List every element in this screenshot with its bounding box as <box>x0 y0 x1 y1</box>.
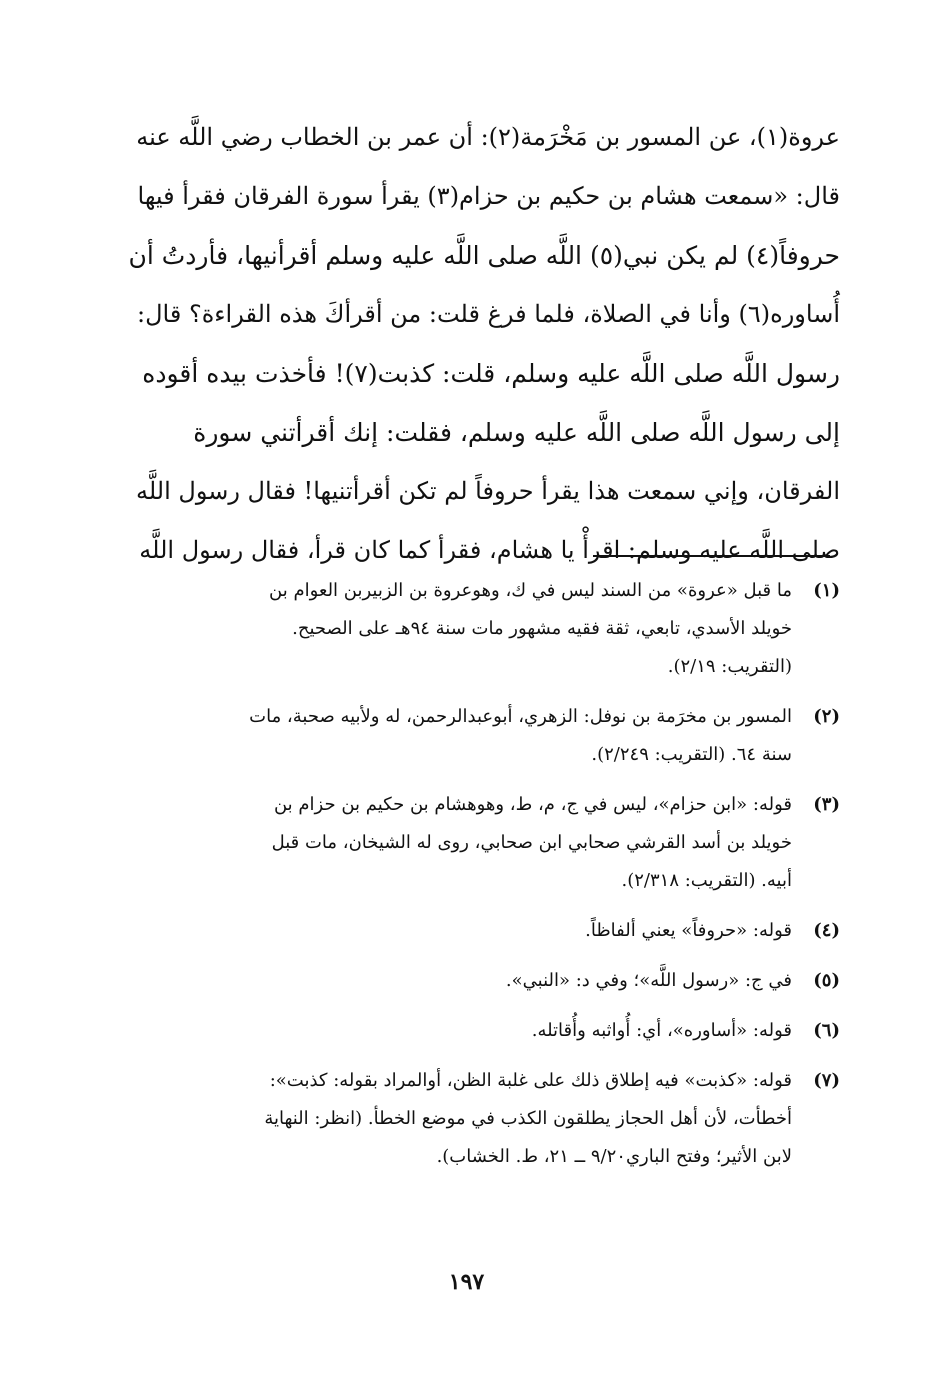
footnote-line: المسور بن مخرَمة بن نوفل: الزهري، أبوعبدالرحمن، له ولأبيه صحبة، مات <box>249 706 792 727</box>
footnote-line: خويلد بن أسد القرشي صحابي ابن صحابي، روى له الشيخان، مات قبل <box>271 832 792 853</box>
footnotes <box>128 572 840 1188</box>
footnote-2 <box>128 698 840 774</box>
main-text-line: قال: «سمعت هشام بن حكيم بن حزام(٣) يقرأ سورة الفرقان فقرأ فيها <box>137 182 840 210</box>
main-text-line: إلى رسول اللَّه صلى اللَّه عليه وسلم، فقلت: إنك أقرأتني سورة <box>193 418 840 447</box>
footnote-body <box>128 912 792 950</box>
footnote-line: ما قبل «عروة» من السند ليس في ك، وهوعروة بن الزبيربن العوام بن <box>269 580 792 601</box>
footnote-line: (التقريب: ٢/١٩). <box>667 656 792 677</box>
footnote-line: خويلد الأسدي، تابعي، ثقة فقيه مشهور مات سنة ٩٤هـ على الصحيح. <box>292 618 792 639</box>
footnote-line: قوله: «كذبت» فيه إطلاق ذلك على غلبة الظن، أوالمراد بقوله: كذبت»: <box>269 1070 792 1091</box>
footnote-7 <box>128 1062 840 1176</box>
footnote-number: (١) <box>813 580 840 601</box>
footnote-4 <box>128 912 840 950</box>
footnote-body <box>128 962 792 1000</box>
main-text-line: صلى اللَّه عليه وسلم: اقرأْ يا هشام، فقرأ كما كان قرأ، فقال رسول اللَّه <box>139 536 840 564</box>
footnote-3 <box>128 786 840 900</box>
footnote-line: لابن الأثير؛ وفتح الباري٩/٢٠ ــ ٢١، ط. الخشاب). <box>436 1146 792 1167</box>
main-text-line: رسول اللَّه صلى اللَّه عليه وسلم، قلت: كذبت(٧)! فأخذت بيده أقوده <box>142 359 840 388</box>
footnote-number: (٤) <box>813 920 840 941</box>
footnote-number: (٥) <box>813 970 840 991</box>
footnote-line: في ج: «رسول اللَّه»؛ وفي د: «النبي». <box>505 970 792 991</box>
footnote-line: قوله: «حروفاً» يعني ألفاظاً. <box>585 920 792 941</box>
footnote-number: (٣) <box>813 794 840 815</box>
footnote-5 <box>128 962 840 1000</box>
footnote-number: (٢) <box>813 706 840 727</box>
footnote-line: أخطأت، لأن أهل الحجاز يطلقون الكذب في موضع الخطأ. (انظر: النهاية <box>264 1108 792 1129</box>
main-text-line: الفرقان، وإني سمعت هذا يقرأ حروفاً لم تكن أقرأتنيها! فقال رسول اللَّه <box>135 477 840 505</box>
footnote-number: (٦) <box>813 1020 840 1041</box>
footnote-body <box>128 698 792 774</box>
footnote-1 <box>128 572 840 686</box>
footnote-body <box>128 1062 792 1176</box>
footnote-number: (٧) <box>813 1070 840 1091</box>
main-text-line: أُساوره(٦) وأنا في الصلاة، فلما فرغ قلت: من أقرأكَ هذه القراءة؟ قال: <box>137 300 840 328</box>
footnote-line: قوله: «أساوره»، أي: أُواثبه وأُقاتله. <box>531 1020 792 1041</box>
footnote-body <box>128 786 792 900</box>
footnote-6 <box>128 1012 840 1050</box>
footnote-line: سنة ٦٤. (التقريب: ٢/٢٤٩). <box>591 744 792 765</box>
main-text-line: عروة(١)، عن المسور بن مَخْرَمة(٢): أن عمر بن الخطاب رضي اللَّه عنه <box>136 123 840 151</box>
footnote-divider <box>593 555 830 557</box>
footnote-body <box>128 1012 792 1050</box>
footnote-body <box>128 572 792 686</box>
main-text <box>128 108 840 580</box>
footnote-line: أبيه. (التقريب: ٢/٣١٨). <box>621 870 792 891</box>
page-number: ١٩٧ <box>448 1269 485 1295</box>
main-text-line: حروفاً(٤) لم يكن نبي(٥) اللَّه صلى اللَّه عليه وسلم أقرأنيها، فأردتُ أن <box>128 241 840 270</box>
footnote-line: قوله: «ابن حزام»، ليس في ج، م، ط، وهوهشام بن حكيم بن حزام بن <box>273 794 792 815</box>
